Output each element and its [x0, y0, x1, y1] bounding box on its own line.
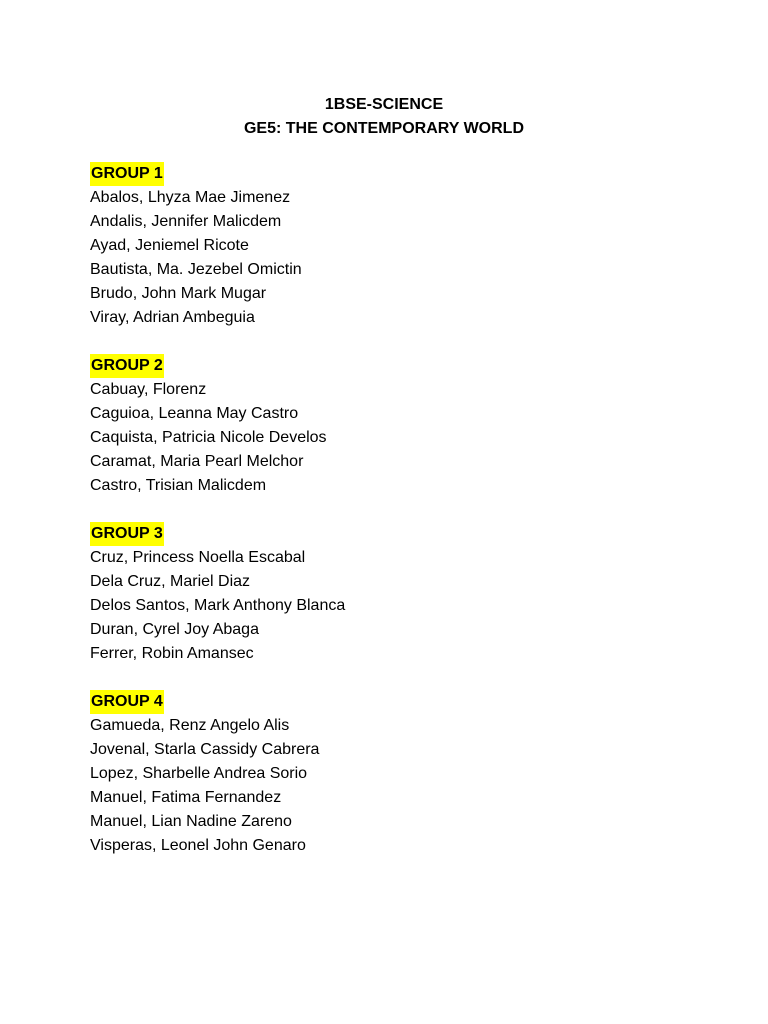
list-item: Cruz, Princess Noella Escabal [90, 549, 306, 566]
course-title-heading: GE5: THE CONTEMPORARY WORLD [243, 120, 524, 137]
list-item: Bautista, Ma. Jezebel Omictin [90, 261, 302, 278]
group-title: GROUP 1 [90, 162, 164, 186]
group-list [90, 162, 710, 882]
group-4 [90, 690, 710, 858]
list-item: Jovenal, Starla Cassidy Cabrera [90, 741, 320, 758]
group-title: GROUP 3 [90, 522, 164, 546]
list-item: Duran, Cyrel Joy Abaga [90, 621, 259, 638]
list-item: Abalos, Lhyza Mae Jimenez [90, 189, 291, 206]
list-item: Manuel, Lian Nadine Zareno [90, 813, 292, 830]
member-list [90, 546, 710, 666]
list-item: Caquista, Patricia Nicole Develos [90, 429, 327, 446]
list-item: Caramat, Maria Pearl Melchor [90, 453, 304, 470]
group-2 [90, 354, 710, 498]
list-item: Manuel, Fatima Fernandez [90, 789, 282, 806]
list-item: Viray, Adrian Ambeguia [90, 309, 255, 326]
list-item: Lopez, Sharbelle Andrea Sorio [90, 765, 308, 782]
member-list [90, 714, 710, 858]
group-3 [90, 522, 710, 666]
list-item: Delos Santos, Mark Anthony Blanca [90, 597, 346, 614]
list-item: Brudo, John Mark Mugar [90, 285, 267, 302]
list-item: Castro, Trisian Malicdem [90, 477, 267, 494]
list-item: Cabuay, Florenz [90, 381, 207, 398]
member-list [90, 378, 710, 498]
list-item: Andalis, Jennifer Malicdem [90, 213, 282, 230]
group-title: GROUP 2 [90, 354, 164, 378]
list-item: Dela Cruz, Mariel Diaz [90, 573, 251, 590]
member-list [90, 186, 710, 330]
group-1 [90, 162, 710, 330]
course-section-heading: 1BSE-SCIENCE [324, 96, 444, 113]
group-title: GROUP 4 [90, 690, 164, 714]
list-item: Gamueda, Renz Angelo Alis [90, 717, 290, 734]
list-item: Caguioa, Leanna May Castro [90, 405, 299, 422]
list-item: Ferrer, Robin Amansec [90, 645, 254, 662]
list-item: Visperas, Leonel John Genaro [90, 837, 306, 854]
list-item: Ayad, Jeniemel Ricote [90, 237, 249, 254]
document-header [0, 93, 768, 141]
